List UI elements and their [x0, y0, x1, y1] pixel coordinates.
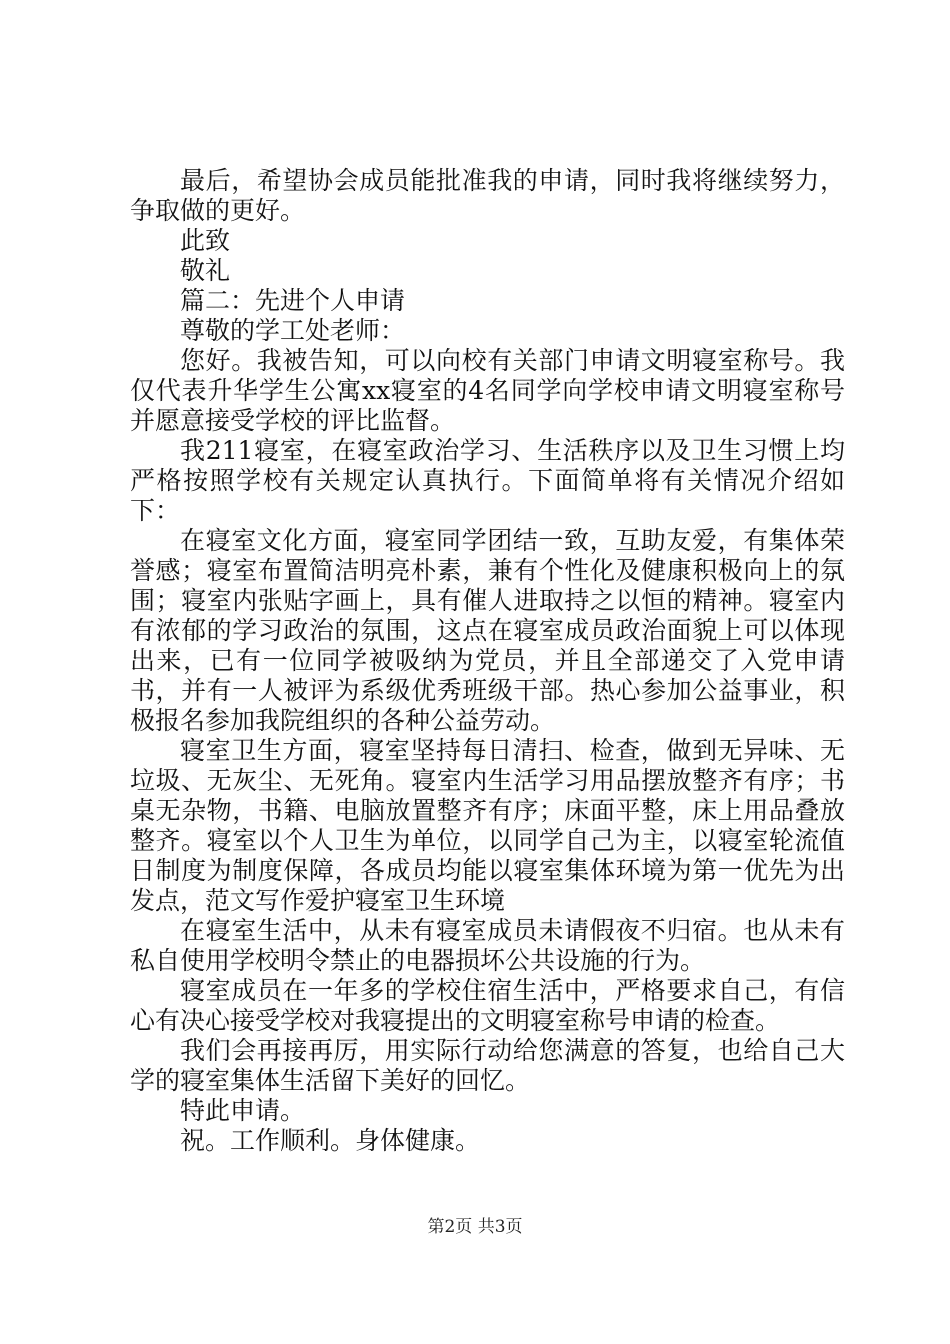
paragraph-culture: 在寝室文化方面，寝室同学团结一致，互助友爱，有集体荣誉感；寝室布置简洁明亮朴素，兼有个性化及健康积极向上的氛围；寝室内张贴字画上，具有催人进取持之以恒的精神。寝室内有浓郁的学习政治的氛围，这点在寝室成员政治面貌上可以体现出来，已有一位同学被吸纳为党员，并且全部递交了入党申请书，并有一人被评为系级优秀班级干部。热心参加公益事业，积极报名参加我院组织的各种公益劳动。	[130, 526, 845, 735]
paragraph-overview: 我211寝室，在寝室政治学习、生活秩序以及卫生习惯上均严格按照学校有关规定认真执行。下面简单将有关情况介绍如下：	[130, 436, 845, 525]
section-heading: 篇二：先进个人申请	[180, 286, 406, 315]
document-body	[130, 166, 845, 1156]
closing-wishes: 祝。工作顺利。身体健康。	[180, 1126, 481, 1155]
paragraph-life: 在寝室生活中，从未有寝室成员未请假夜不归宿。也从未有私自使用学校明令禁止的电器损坏公共设施的行为。	[130, 916, 845, 975]
closing-application: 特此申请。	[180, 1096, 306, 1125]
salutation-jingli: 敬礼	[180, 256, 231, 285]
paragraph-closing-request: 最后，希望协会成员能批准我的申请，同时我将继续努力，争取做的更好。	[130, 166, 845, 225]
paragraph-commitment: 寝室成员在一年多的学校住宿生活中，严格要求自己，有信心有决心接受学校对我寝提出的文明寝室称号申请的检查。	[130, 976, 845, 1035]
paragraph-intro: 您好。我被告知，可以向校有关部门申请文明寝室称号。我仅代表升华学生公寓xx寝室的4名同学向学校申请文明寝室称号并愿意接受学校的评比监督。	[130, 346, 845, 435]
greeting: 尊敬的学工处老师：	[180, 316, 406, 345]
paragraph-future: 我们会再接再厉，用实际行动给您满意的答复，也给自己大学的寝室集体生活留下美好的回忆。	[130, 1036, 845, 1095]
paragraph-hygiene: 寝室卫生方面，寝室坚持每日清扫、检查，做到无异味、无垃圾、无灰尘、无死角。寝室内生活学习用品摆放整齐有序；书桌无杂物，书籍、电脑放置整齐有序；床面平整，床上用品叠放整齐。寝室以个人卫生为单位，以同学自己为主，以寝室轮流值日制度为制度保障，各成员均能以寝室集体环境为第一优先为出发点，范文写作爱护寝室卫生环境	[130, 736, 845, 915]
page-footer: 第2页 共3页	[427, 1217, 523, 1237]
salutation-cizhi: 此致	[180, 226, 231, 255]
